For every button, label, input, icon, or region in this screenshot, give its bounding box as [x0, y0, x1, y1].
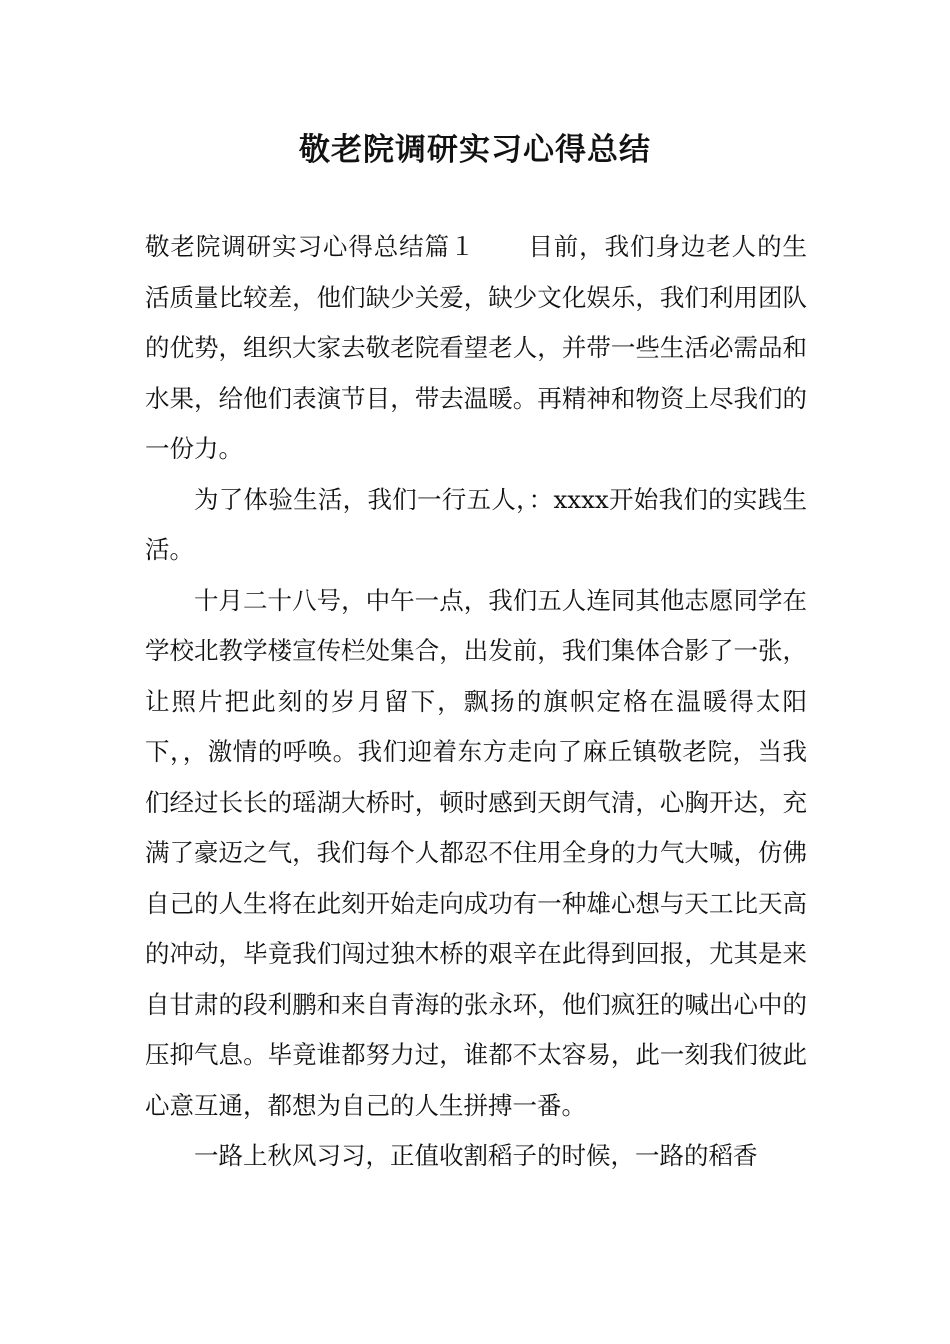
paragraph-3: 一路上秋风习习，正值收割稻子的时候，一路的稻香 — [194, 1141, 758, 1170]
intro-paragraph — [145, 222, 807, 475]
paragraph-2: 十月二十八号，中午一点，我们五人连同其他志愿同学在学校北教学楼宣传栏处集合，出发前，我们集体合影了一张，让照片把此刻的岁月留下，飘扬的旗帜定格在温暖得太阳下，，激情的呼唤。我们迎着东方走向了麻丘镇敬老院，当我们经过长长的瑶湖大桥时，顿时感到天朗气清，心胸开达，充满了豪迈之气，我们每个人都忍不住用全身的力气大喊，仿佛自己的人生将在此刻开始走向成功有一种雄心想与天工比天高的冲动，毕竟我们闯过独木桥的艰辛在此得到回报，尤其是来自甘肃的段利鹏和来自青海的张永环，他们疯狂的喊出心中的压抑气息。毕竟谁都努力过，谁都不太容易，此一刻我们彼此心意互通，都想为自己的人生拼搏一番。 — [145, 585, 807, 1120]
paragraph-1: 为了体验生活，我们一行五人，：xxxx开始我们的实践生活。 — [145, 484, 807, 564]
intro-label: 敬老院调研实习心得总结篇１ — [145, 232, 476, 261]
intro-text: 目前，我们身边老人的生活质量比较差，他们缺少关爱，缺少文化娱乐，我们利用团队的优势，组织大家去敬老院看望老人，并带一些生活必需品和水果，给他们表演节目，带去温暖。再精神和物资上尽我们的一份力。 — [145, 232, 808, 463]
document-title: 敬老院调研实习心得总结 — [299, 132, 651, 168]
document-body — [145, 222, 807, 1182]
